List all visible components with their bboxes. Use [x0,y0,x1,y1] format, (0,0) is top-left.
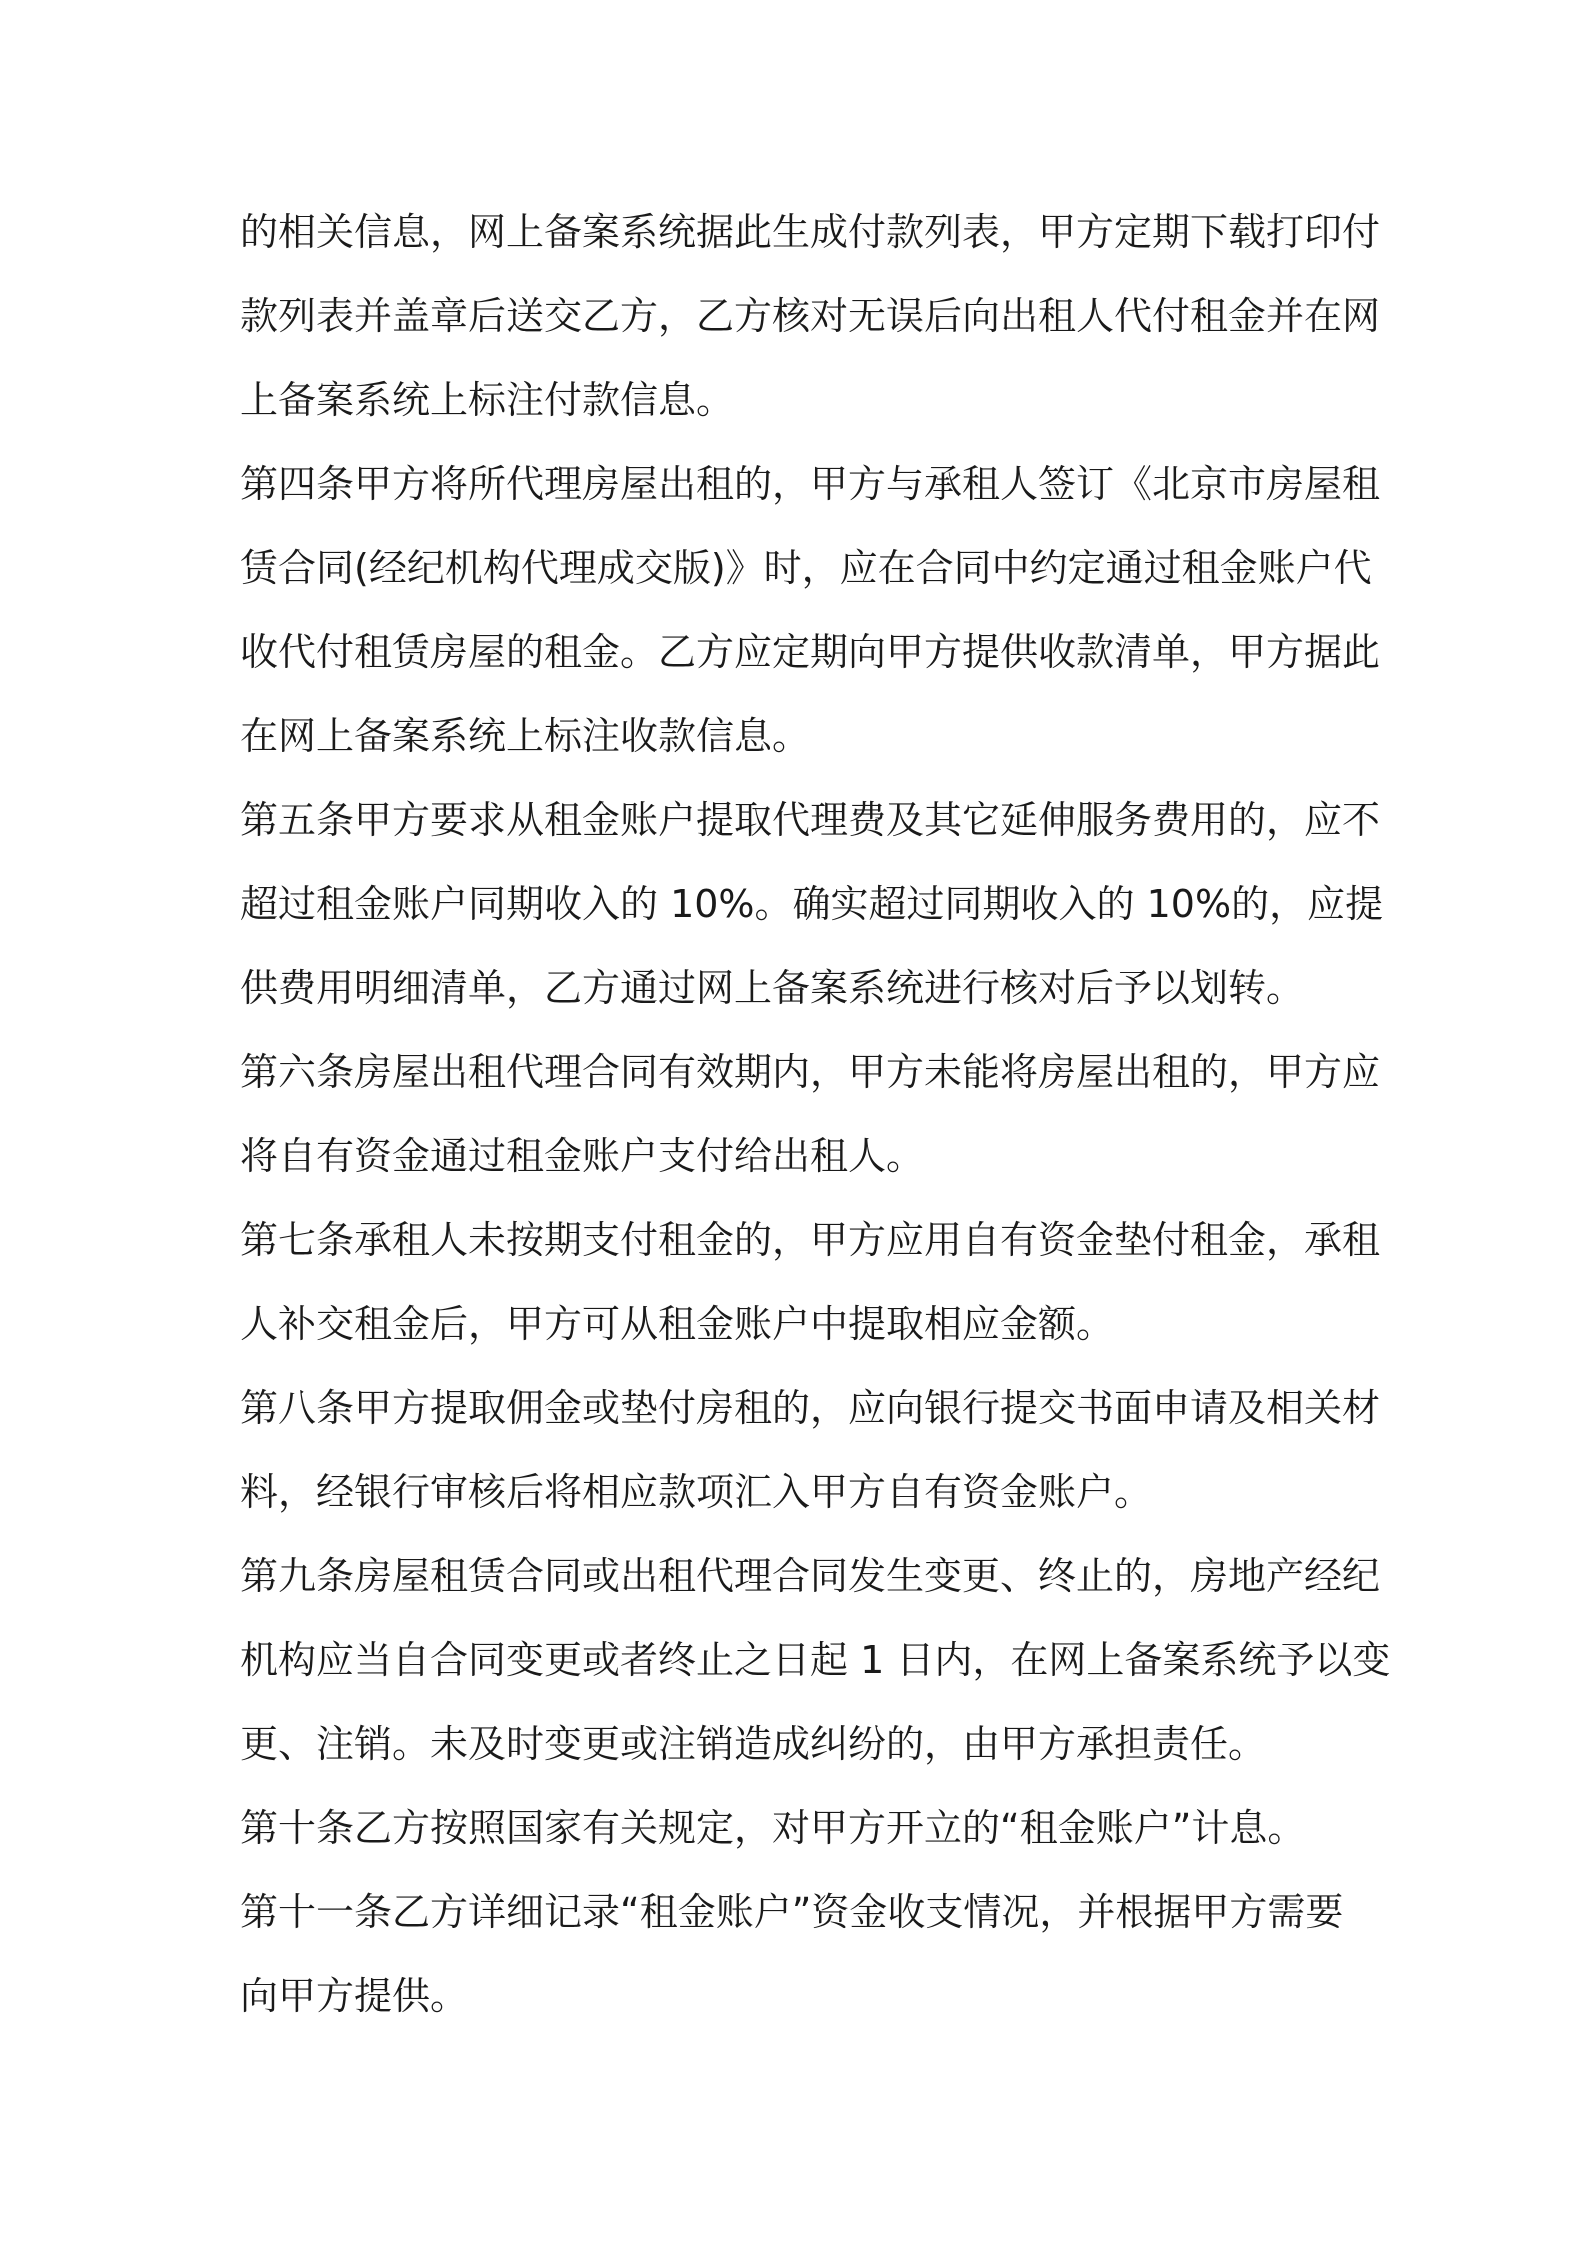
text-line: 更、注销。未及时变更或注销造成纠纷的，由甲方承担责任。 [240,1722,1267,1766]
document-body [240,190,1391,2038]
text-line: 的相关信息，网上备案系统据此生成付款列表，甲方定期下载打印付 [240,210,1381,254]
text-line: 赁合同(经纪机构代理成交版)》时，应在合同中约定通过租金账户代 [240,546,1372,590]
article-10-line: 第十条乙方按照国家有关规定，对甲方开立的“租金账户”计息。 [240,1806,1306,1850]
text-line: 款列表并盖章后送交乙方，乙方核对无误后向出租人代付租金并在网 [240,294,1381,338]
text-line: 供费用明细清单，乙方通过网上备案系统进行核对后予以划转。 [240,966,1305,1010]
text-line: 人补交租金后，甲方可从租金账户中提取相应金额。 [240,1302,1115,1346]
text-line: 料，经银行审核后将相应款项汇入甲方自有资金账户。 [240,1470,1153,1514]
text-line: 机构应当自合同变更或者终止之日起 1 日内，在网上备案系统予以变 [240,1638,1391,1682]
text-line: 向甲方提供。 [240,1974,469,2018]
article-5-line: 第五条甲方要求从租金账户提取代理费及其它延伸服务费用的，应不 [240,798,1381,842]
text-line: 收代付租赁房屋的租金。乙方应定期向甲方提供收款清单，甲方据此 [240,630,1381,674]
text-line: 在网上备案系统上标注收款信息。 [240,714,811,758]
article-9-line: 第九条房屋租赁合同或出租代理合同发生变更、终止的，房地产经纪 [240,1554,1381,1598]
text-line: 上备案系统上标注付款信息。 [240,378,735,422]
article-6-line: 第六条房屋出租代理合同有效期内，甲方未能将房屋出租的，甲方应 [240,1050,1381,1094]
article-7-line: 第七条承租人未按期支付租金的，甲方应用自有资金垫付租金，承租 [240,1218,1381,1262]
article-11-line: 第十一条乙方详细记录“租金账户”资金收支情况，并根据甲方需要 [240,1890,1344,1934]
text-line: 将自有资金通过租金账户支付给出租人。 [240,1134,925,1178]
article-8-line: 第八条甲方提取佣金或垫付房租的，应向银行提交书面申请及相关材 [240,1386,1381,1430]
article-4-line: 第四条甲方将所代理房屋出租的，甲方与承租人签订《北京市房屋租 [240,462,1381,506]
text-line: 超过租金账户同期收入的 10%。确实超过同期收入的 10%的，应提 [240,882,1384,926]
